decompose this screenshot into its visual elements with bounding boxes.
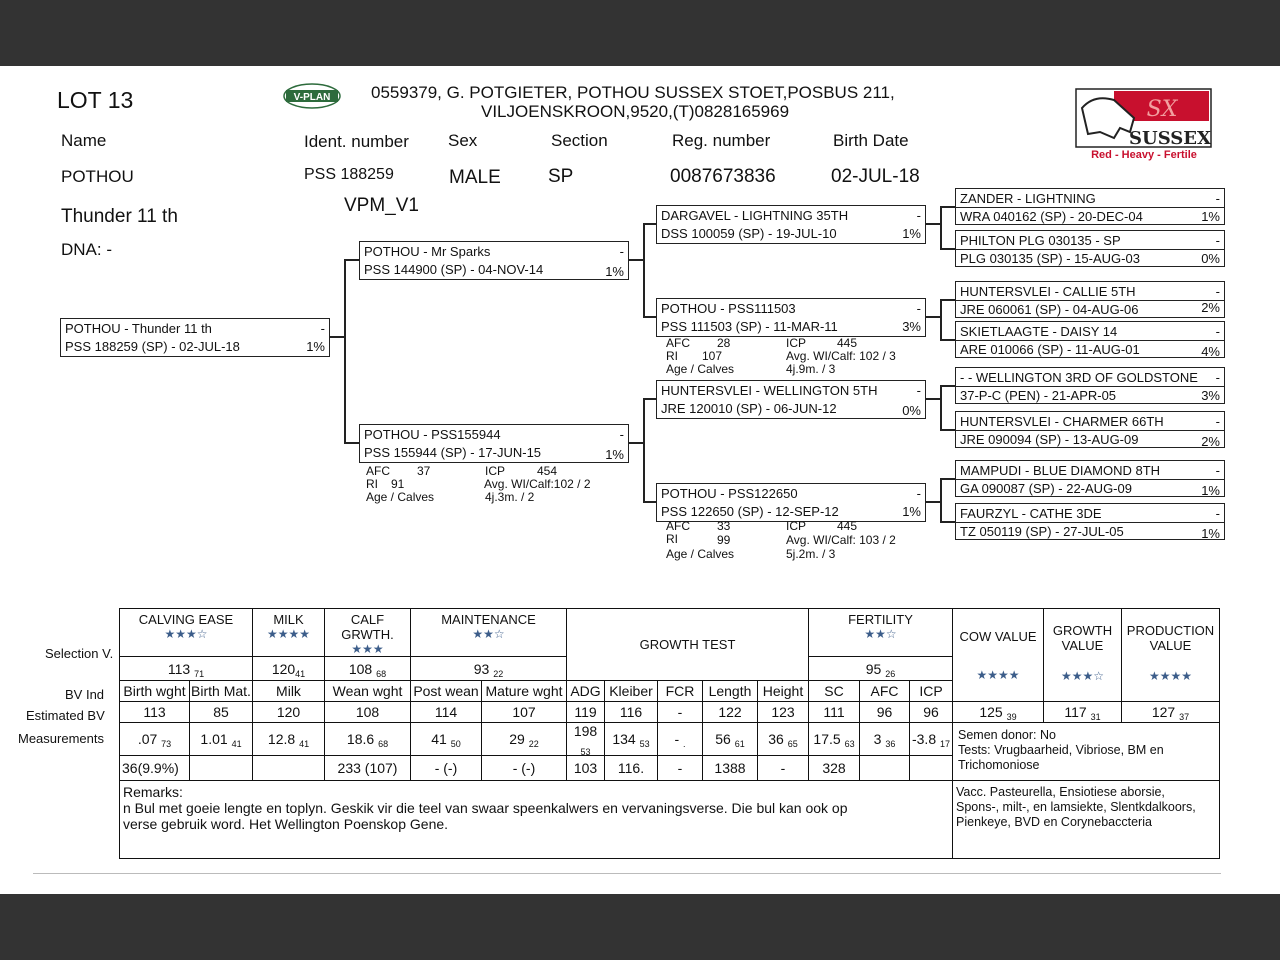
dd-ri: 99: [717, 533, 731, 547]
bv-ind-6: 119: [567, 702, 605, 723]
calf-stars: ★★★: [351, 642, 384, 656]
dam-dash: -: [619, 427, 624, 442]
sel-maint: [411, 657, 567, 681]
col-header-10: Height: [758, 681, 809, 702]
vacc-line-2: Spons-, milt-, en lamsiekte, Slentkdalkoors,: [956, 800, 1196, 814]
bv-ind-10: 123: [758, 702, 809, 723]
growth-stars: ★★★☆: [1060, 669, 1105, 683]
ssd-pct: 0%: [1201, 251, 1220, 266]
col-header-9: Length: [703, 681, 758, 702]
group-milk-title: MILK: [273, 612, 304, 627]
semen-donor: Semen donor: No: [958, 728, 1056, 742]
remarks-label: Remarks:: [123, 784, 183, 800]
ss-dash: -: [916, 208, 921, 223]
dds-dash: -: [1215, 463, 1220, 478]
col-header-5: Mature wght: [482, 681, 567, 702]
remarks-line-1: n Bul met goeie lengte en toplyn. Geskik vir die teel van swaar speenkalwers en vervaningsverse. Die bul kan ook op: [123, 800, 848, 816]
sd-icp-label: ICP: [786, 336, 807, 350]
production-value-cell: [1122, 609, 1220, 702]
group-maintenance: [411, 609, 567, 657]
col-header-0: Birth wght: [120, 681, 190, 702]
meas-2: [253, 756, 325, 781]
est-6: [567, 723, 605, 756]
sel-calving-acc: 71: [194, 668, 205, 679]
sds-dash: -: [1215, 284, 1220, 299]
health-cell: [953, 781, 1220, 859]
sel-fert-value: 95: [865, 660, 882, 677]
label-ident: Ident. number: [304, 132, 409, 151]
group-calving-title: CALVING EASE: [138, 612, 234, 627]
value-growth-acc: 31: [1090, 712, 1101, 722]
est-value: 17.5: [813, 731, 841, 747]
group-maint-title: MAINTENANCE: [441, 612, 536, 627]
est-acc: 53: [639, 739, 650, 749]
meas-9: 1388: [703, 756, 758, 781]
dam-icp-label: ICP: [485, 464, 506, 478]
pedigree-dss: [955, 367, 1225, 404]
dam-ri-label: RI: [366, 477, 378, 491]
meas-6: 103: [567, 756, 605, 781]
sel-calf: [325, 657, 411, 681]
milk-stars: ★★★★: [266, 627, 311, 641]
ss-id: DSS 100059 (SP) - 19-JUL-10: [661, 226, 837, 241]
ddd-dash: -: [1215, 506, 1220, 521]
value-cow-acc: 39: [1006, 712, 1017, 722]
est-12: [860, 723, 910, 756]
lot-number: LOT 13: [57, 87, 134, 113]
cow-stars: ★★★★: [976, 668, 1020, 682]
est-13: [910, 723, 953, 756]
est-value: .07: [137, 731, 158, 747]
meas-12: [860, 756, 910, 781]
est-acc: 22: [528, 739, 539, 749]
bv-ind-3: 108: [325, 702, 411, 723]
ssd-name: PHILTON PLG 030135 - SP: [960, 233, 1121, 248]
est-11: [809, 723, 860, 756]
bottom-bar: [0, 894, 1280, 960]
remarks-cell: [120, 781, 953, 859]
est-value: 56: [715, 731, 731, 747]
est-acc: 41: [299, 739, 310, 749]
sd-icp: 445: [837, 336, 858, 350]
vacc-line-3: Pienkeye, BVD en Corynebaccteria: [956, 815, 1152, 829]
animal-birth: 02-JUL-18: [831, 166, 920, 187]
self-pct: 1%: [306, 339, 325, 354]
est-8: [658, 723, 703, 756]
maint-stars: ★★☆: [472, 627, 505, 641]
bv-ind-8: -: [658, 702, 703, 723]
col-header-1: Birth Mat.: [190, 681, 253, 702]
est-acc: 68: [378, 739, 389, 749]
est-10: [758, 723, 809, 756]
est-9: [703, 723, 758, 756]
animal-ident: PSS 188259: [304, 166, 394, 183]
row-label-bv-ind: BV Ind: [65, 687, 105, 702]
pedigree-sd: [656, 298, 926, 337]
sd-dash: -: [916, 301, 921, 316]
pedigree-ssd: [955, 230, 1225, 267]
sussex-logo: [1074, 88, 1214, 162]
dd-afc-label: AFC: [666, 519, 690, 533]
dd-age: 5j.2m. / 3: [786, 547, 836, 561]
meas-1: [190, 756, 253, 781]
sd-ri-label: RI: [666, 349, 678, 363]
svg-text:SUSSEX: SUSSEX: [1129, 128, 1211, 149]
vplan-logo: [283, 83, 341, 109]
dsd-name: HUNTERSVLEI - CHARMER 66TH: [960, 414, 1164, 429]
dam-age: 4j.3m. / 2: [485, 490, 535, 504]
animal-sex: MALE: [449, 167, 501, 188]
animal-name: POTHOU: [61, 167, 134, 186]
self-id: PSS 188259 (SP) - 02-JUL-18: [65, 339, 240, 354]
group-growth-test: GROWTH TEST: [567, 609, 809, 681]
pedigree-ddd: [955, 503, 1225, 540]
ss-name: DARGAVEL - LIGHTNING 35TH: [661, 208, 849, 223]
sel-calving: [120, 657, 253, 681]
owner-line-2: VILJOENSKROON,9520,(T)0828165969: [481, 102, 790, 121]
growth-value-title-1: GROWTH: [1052, 623, 1113, 638]
est-value: 18.6: [346, 731, 375, 747]
dam-icp: 454: [537, 464, 558, 478]
sss-id: WRA 040162 (SP) - 20-DEC-04: [960, 209, 1143, 224]
group-milk: [253, 609, 325, 657]
dds-name: MAMPUDI - BLUE DIAMOND 8TH: [960, 463, 1161, 478]
col-header-4: Post wean: [411, 681, 482, 702]
pedigree-ss: [656, 205, 926, 244]
sss-pct: 1%: [1201, 209, 1220, 224]
col-header-11: SC: [809, 681, 860, 702]
row-label-selection: Selection V.: [45, 646, 114, 661]
est-acc: 50: [450, 739, 461, 749]
sss-dash: -: [1215, 191, 1220, 206]
dam-id: PSS 155944 (SP) - 17-JUN-15: [364, 445, 542, 460]
sd-id: PSS 111503 (SP) - 11-MAR-11: [661, 319, 838, 334]
dd-age-label: Age / Calves: [666, 547, 735, 561]
est-value: 41: [431, 731, 447, 747]
col-header-3: Wean wght: [325, 681, 411, 702]
tests-line-2: Trichomoniose: [958, 758, 1040, 772]
ds-pct: 0%: [902, 403, 921, 418]
svg-text:V-PLAN: V-PLAN: [293, 92, 331, 103]
remarks-line-2: verse gebruik word. Het Wellington Poenskop Gene.: [123, 816, 449, 832]
value-cow: 125: [979, 704, 1003, 720]
est-7: [605, 723, 658, 756]
est-value: 198: [573, 723, 598, 739]
self-name: POTHOU - Thunder 11 th: [65, 321, 212, 336]
sds-pct: 2%: [1201, 300, 1220, 315]
meas-0: 36(9.9%): [120, 756, 190, 781]
dd-ri-label: RI: [666, 532, 678, 546]
est-0: [120, 723, 190, 756]
meas-4: - (-): [411, 756, 482, 781]
sdd-pct: 4%: [1201, 344, 1220, 359]
animal-section: SP: [548, 166, 574, 187]
label-sex: Sex: [448, 131, 478, 150]
sel-calf-acc: 68: [376, 668, 387, 679]
meas-8: -: [658, 756, 703, 781]
dd-weight: Avg. WI/Calf: 103 / 2: [786, 533, 896, 547]
pedigree-sdd: [955, 321, 1225, 358]
dss-name: - - WELLINGTON 3RD OF GOLDSTONE: [960, 370, 1198, 385]
sd-weight: Avg. WI/Calf: 102 / 3: [786, 349, 896, 363]
group-calving: [120, 609, 253, 657]
col-header-13: ICP: [910, 681, 953, 702]
est-acc: 63: [844, 739, 855, 749]
dd-afc: 33: [717, 519, 731, 533]
animal-reg: 0087673836: [670, 166, 776, 187]
est-acc: 41: [231, 739, 242, 749]
col-header-12: AFC: [860, 681, 910, 702]
ssd-dash: -: [1215, 233, 1220, 248]
est-acc: 53: [580, 747, 591, 757]
col-header-2: Milk: [253, 681, 325, 702]
vacc-line-1: Vacc. Pasteurella, Ensiotiese aborsie,: [956, 785, 1165, 799]
sire-id: PSS 144900 (SP) - 04-NOV-14: [364, 262, 544, 277]
dss-dash: -: [1215, 370, 1220, 385]
sd-ri: 107: [702, 349, 723, 363]
est-value: -3.8: [911, 731, 937, 747]
self-dash: -: [320, 321, 325, 336]
est-value: 29: [509, 731, 525, 747]
dd-id: PSS 122650 (SP) - 12-SEP-12: [661, 504, 839, 519]
pedigree-sds: [955, 281, 1225, 318]
label-reg: Reg. number: [672, 131, 771, 150]
sire-dash: -: [619, 244, 624, 259]
ds-name: HUNTERSVLEI - WELLINGTON 5TH: [661, 383, 878, 398]
fert-stars: ★★☆: [864, 627, 897, 641]
production-value-title-2: VALUE: [1149, 638, 1192, 653]
bv-ind-11: 111: [809, 702, 860, 723]
est-value: 134: [612, 731, 636, 747]
sds-name: HUNTERSVLEI - CALLIE 5TH: [960, 284, 1136, 299]
pedigree-dsd: [955, 411, 1225, 448]
dd-icp: 445: [837, 519, 858, 533]
semen-tests-block: [958, 728, 1164, 773]
col-header-6: ADG: [567, 681, 605, 702]
dsd-pct: 2%: [1201, 434, 1220, 449]
bv-ind-12: 96: [860, 702, 910, 723]
sel-calf-value: 108: [348, 660, 373, 677]
group-fertility: [809, 609, 953, 657]
sdd-dash: -: [1215, 324, 1220, 339]
sel-milk-value: 120: [271, 660, 296, 677]
est-value: -: [674, 731, 680, 747]
bv-ind-7: 116: [605, 702, 658, 723]
bv-ind-row: [120, 702, 1220, 723]
sd-age: 4j.9m. / 3: [786, 362, 836, 376]
sds-id: JRE 060061 (SP) - 04-AUG-06: [960, 302, 1139, 317]
row-label-estimated: Estimated BV: [26, 708, 105, 723]
sdd-id: ARE 010066 (SP) - 11-AUG-01: [960, 342, 1140, 357]
sel-calving-value: 113: [167, 660, 191, 677]
bv-ind-4: 114: [411, 702, 482, 723]
value-prod-acc: 37: [1179, 712, 1190, 722]
dd-pct: 1%: [902, 504, 921, 519]
dsd-id: JRE 090094 (SP) - 13-AUG-09: [960, 432, 1139, 447]
dam-weight: Avg. WI/Calf:102 / 2: [484, 477, 591, 491]
footer-rule: [33, 873, 1221, 874]
est-acc: 61: [734, 739, 745, 749]
ssd-id: PLG 030135 (SP) - 15-AUG-03: [960, 251, 1140, 266]
dd-name: POTHOU - PSS122650: [661, 486, 798, 501]
pedigree-dd: [656, 483, 926, 522]
dss-pct: 3%: [1201, 388, 1220, 403]
dam-age-label: Age / Calves: [366, 490, 435, 504]
svg-text:Red - Heavy - Fertile: Red - Heavy - Fertile: [1091, 149, 1197, 161]
cow-value-cell: [953, 609, 1044, 702]
row-label-measurements: Measurements: [18, 731, 104, 746]
ddd-pct: 1%: [1201, 526, 1220, 541]
pedigree-ds: [656, 380, 926, 419]
est-value: 12.8: [267, 731, 296, 747]
sel-milk: [253, 657, 325, 681]
bv-ind-1: 85: [190, 702, 253, 723]
meas-10: -: [758, 756, 809, 781]
production-stars: ★★★★: [1148, 669, 1193, 683]
est-1: [190, 723, 253, 756]
est-acc: 73: [161, 739, 172, 749]
sel-maint-acc: 22: [493, 668, 504, 679]
dam-ri: 91: [391, 477, 405, 491]
dam-name: POTHOU - PSS155944: [364, 427, 501, 442]
ddd-name: FAURZYL - CATHE 3DE: [960, 506, 1102, 521]
dam-afc-label: AFC: [366, 464, 390, 478]
est-value: 36: [768, 731, 784, 747]
sdd-name: SKIETLAAGTE - DAISY 14: [960, 324, 1118, 339]
sd-afc: 28: [717, 336, 731, 350]
sel-fert-acc: 26: [885, 668, 896, 679]
growth-value-cell: [1044, 609, 1122, 702]
bv-ind-13: 96: [910, 702, 953, 723]
pedigree-self: [60, 318, 330, 357]
bv-ind-0: 113: [120, 702, 190, 723]
est-acc: .: [683, 739, 686, 749]
cow-value-title: COW VALUE: [959, 629, 1037, 644]
group-fert-title: FERTILITY: [848, 612, 913, 627]
value-growth: 117: [1064, 704, 1087, 720]
dds-id: GA 090087 (SP) - 22-AUG-09: [960, 481, 1132, 496]
vpm-label: VPM_V1: [344, 195, 419, 216]
meas-5: - (-): [482, 756, 567, 781]
est-acc: 17: [940, 739, 951, 749]
sire-name: POTHOU - Mr Sparks: [364, 244, 491, 259]
pedigree-sss: [955, 188, 1225, 225]
group-calf-title: CALF GRWTH.: [341, 612, 394, 642]
pedigree-dam: [359, 424, 629, 463]
production-value-title-1: PRODUCTION: [1126, 623, 1215, 638]
dna-label: DNA: -: [61, 240, 112, 259]
bv-ind-2: 120: [253, 702, 325, 723]
dd-icp-label: ICP: [786, 519, 807, 533]
label-name: Name: [61, 131, 107, 150]
sel-milk-acc: 41: [295, 668, 306, 679]
dss-id: 37-P-C (PEN) - 21-APR-05: [960, 388, 1117, 403]
ddd-id: TZ 050119 (SP) - 27-JUL-05: [960, 524, 1124, 539]
meas-11: 328: [809, 756, 860, 781]
dsd-dash: -: [1215, 414, 1220, 429]
bv-ind-9: 122: [703, 702, 758, 723]
col-header-8: FCR: [658, 681, 703, 702]
meas-13: [910, 756, 953, 781]
sss-name: ZANDER - LIGHTNING: [960, 191, 1096, 206]
est-value: 3: [873, 731, 882, 747]
ds-dash: -: [916, 383, 921, 398]
sd-pct: 3%: [902, 319, 921, 334]
ds-id: JRE 120010 (SP) - 06-JUN-12: [661, 401, 837, 416]
label-section: Section: [551, 131, 608, 150]
calving-stars: ★★★☆: [164, 627, 208, 641]
sire-pct: 1%: [605, 264, 624, 279]
bv-ind-5: 107: [482, 702, 567, 723]
value-prod: 127: [1151, 704, 1176, 720]
svg-text:SX: SX: [1146, 97, 1178, 122]
group-calf: [325, 609, 411, 657]
sel-maint-value: 93: [473, 660, 490, 677]
ss-pct: 1%: [902, 226, 921, 241]
est-value: 1.01: [200, 731, 228, 747]
pedigree-dds: [955, 460, 1225, 497]
tests-line-1: Tests: Vrugbaarheid, Vibriose, BM en: [958, 743, 1164, 757]
bv-ind-cow: [953, 702, 1044, 723]
sd-age-label: Age / Calves: [666, 362, 735, 376]
dam-afc: 37: [417, 464, 431, 478]
est-5: [482, 723, 567, 756]
bv-ind-growth: [1044, 702, 1122, 723]
bv-ind-prod: [1122, 702, 1220, 723]
est-acc: 65: [787, 739, 798, 749]
top-bar: [0, 0, 1280, 66]
growth-value-title-2: VALUE: [1061, 638, 1104, 653]
est-3: [325, 723, 411, 756]
dd-dash: -: [916, 486, 921, 501]
est-4: [411, 723, 482, 756]
owner-line-1: 0559379, G. POTGIETER, POTHOU SUSSEX STOET,POSBUS 211,: [371, 83, 895, 102]
sel-fert: [809, 657, 953, 681]
dam-pct: 1%: [605, 447, 624, 462]
sd-name: POTHOU - PSS111503: [661, 301, 796, 316]
call-name: Thunder 11 th: [61, 206, 178, 227]
meas-3: 233 (107): [325, 756, 411, 781]
dds-pct: 1%: [1201, 483, 1220, 498]
sd-afc-label: AFC: [666, 336, 690, 350]
pedigree-sire: [359, 241, 629, 280]
label-birth: Birth Date: [833, 131, 909, 150]
col-header-7: Kleiber: [605, 681, 658, 702]
meas-7: 116.: [605, 756, 658, 781]
est-acc: 36: [885, 739, 896, 749]
est-2: [253, 723, 325, 756]
